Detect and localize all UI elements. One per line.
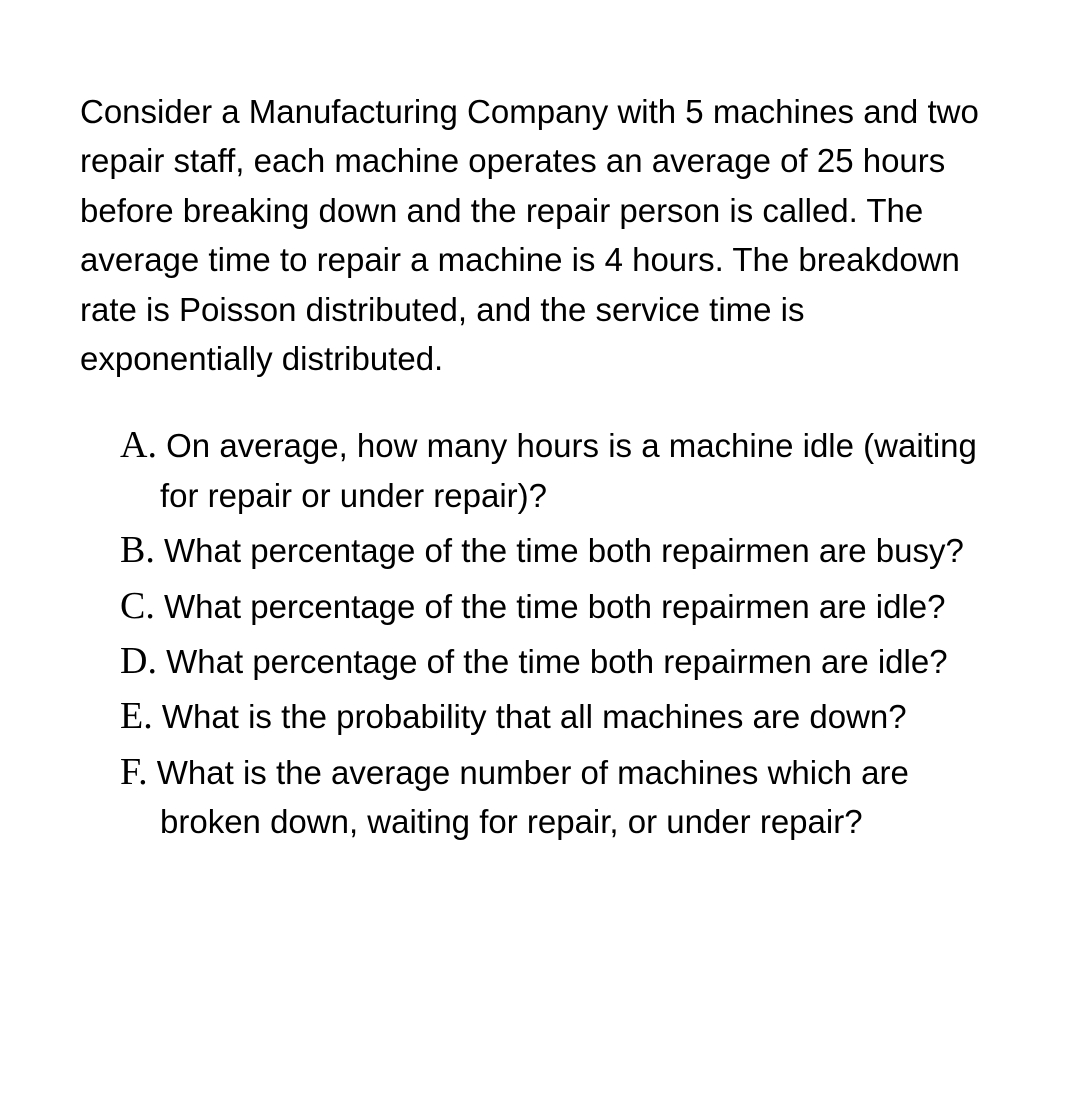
- question-letter: A.: [120, 424, 157, 467]
- problem-document: [80, 87, 1010, 853]
- question-text: On average, how many hours is a machine idle (waiting for repair or under repair)?: [160, 427, 977, 514]
- question-letter: E.: [120, 695, 153, 738]
- problem-intro: Consider a Manufacturing Company with 5 machines and two repair staff, each machine operates an average of 25 hours before breaking down and the repair person is called. The average time to repair a machine is 4 hours. The breakdown rate is Poisson distributed, and the service time is exponentially distributed.: [80, 93, 979, 378]
- question-f: [80, 748, 1010, 847]
- question-text: What is the probability that all machines are down?: [161, 698, 907, 736]
- question-list: [80, 421, 1010, 846]
- question-letter: F.: [120, 750, 148, 793]
- question-c: [80, 582, 1010, 631]
- question-text: What percentage of the time both repairmen are idle?: [164, 587, 946, 625]
- question-letter: B.: [120, 529, 155, 572]
- question-a: [80, 421, 1010, 520]
- question-d: [80, 637, 1010, 686]
- question-letter: C.: [120, 584, 155, 627]
- question-b: [80, 526, 1010, 575]
- question-text: What percentage of the time both repairmen are busy?: [164, 532, 964, 570]
- question-text: What is the average number of machines which are broken down, waiting for repair, or under repair?: [156, 753, 909, 841]
- question-text: What percentage of the time both repairmen are idle?: [166, 643, 948, 681]
- question-letter: D.: [120, 640, 157, 683]
- question-e: [80, 692, 1010, 741]
